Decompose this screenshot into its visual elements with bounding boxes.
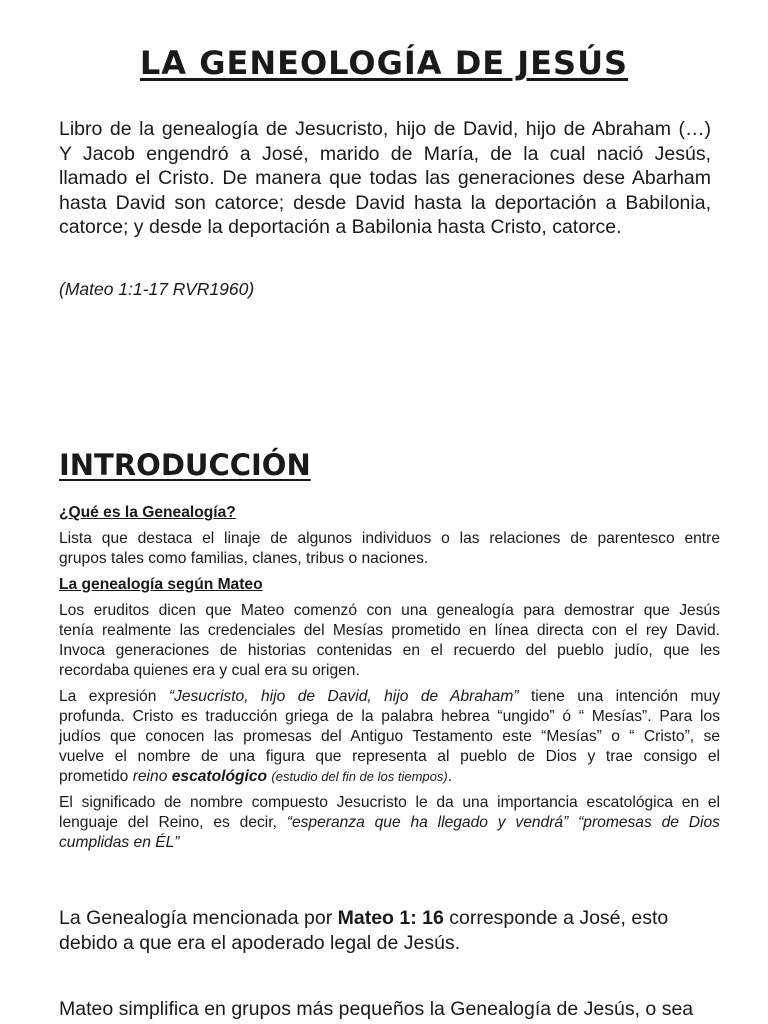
definition-line: Lista que destaca el linaje de algunos individuos o las relaciones de parentesco entre: [59, 530, 720, 547]
mateo-reference: Mateo 1: 16: [337, 907, 444, 929]
lead-line: Y Jacob engendró a José, marido de María, de la cual nació Jesús,: [59, 142, 711, 165]
intro-heading: INTRODUCCIÓN: [59, 448, 311, 482]
joseph-text: corresponde a José, esto: [443, 907, 669, 929]
scholars-line: recordaba quienes era y cual era su origen.: [59, 662, 360, 679]
meaning-paragraph: [59, 793, 720, 853]
lead-line: catorce; y desde la deportación a Babilonia hasta Cristo, catorce.: [59, 216, 622, 238]
simplify-paragraph: Mateo simplifica en grupos más pequeños la Genealogía de Jesús, o sea: [59, 998, 694, 1020]
lead-line: hasta David son catorce; desde David hasta la deportación a Babilonia,: [59, 191, 711, 214]
joseph-text: La Genealogía mencionada por: [59, 907, 338, 929]
expression-text: tiene una intención muy: [518, 688, 720, 705]
reino-word: reino: [132, 768, 168, 785]
subheading-what-is-genealogy: ¿Qué es la Genealogía?: [59, 504, 236, 521]
eschatological-word: escatológico: [171, 768, 268, 785]
lead-line: Libro de la genealogía de Jesucristo, hijo de David, hijo de Abraham (…): [59, 118, 711, 140]
scholars-line: tenía realmente las credenciales del Mesías prometido en línea directa con el rey David.: [59, 622, 720, 639]
expression-line: [59, 687, 720, 707]
expression-line: [59, 767, 720, 787]
scholars-line: Los eruditos dicen que Mateo comenzó con una genealogía para demostrar que Jesús: [59, 602, 720, 619]
eschatology-note: (estudio del fin de los tiempos): [271, 769, 448, 784]
subheading-genealogy-matthew: La genealogía según Mateo: [59, 576, 263, 593]
meaning-line: El significado de nombre compuesto Jesucristo le da una importancia escatológica en el: [59, 794, 720, 811]
definition-paragraph: [59, 529, 720, 569]
expression-paragraph: [59, 687, 720, 787]
joseph-text: debido a que era el apoderado legal de Jesús.: [59, 932, 461, 954]
joseph-paragraph: [59, 906, 720, 956]
expression-line: judíos que conocen las promesas del Antiguo Testamento este “Mesías” o “ Cristo”, se: [59, 728, 720, 745]
expression-text: prometido: [59, 768, 133, 785]
expression-quote: “Jesucristo, hijo de David, hijo de Abraham”: [168, 688, 519, 705]
scripture-reference: (Mateo 1:1-17 RVR1960): [59, 279, 255, 299]
expression-text: La expresión: [59, 688, 169, 705]
expression-line: vuelve el nombre de una figura que representa al pueblo de Dios y trae consigo el: [59, 748, 720, 765]
lead-paragraph: [59, 117, 711, 240]
scholars-line: Invoca generaciones de historias contenidas en el recuerdo del pueblo judío, que les: [59, 642, 720, 659]
meaning-text: lenguaje del Reino, es decir,: [59, 814, 287, 831]
document-title: LA GENEOLOGÍA DE JESÚS: [139, 44, 629, 82]
meaning-line: [59, 813, 720, 833]
expression-end: .: [447, 768, 453, 785]
scholars-paragraph: [59, 601, 720, 681]
expression-line: profunda. Cristo es traducción griega de la palabra hebrea “ungido” ó “ Mesías”. Para los: [59, 708, 720, 725]
lead-line: llamado el Cristo. De manera que todas las generaciones dese Abarham: [59, 167, 711, 189]
intro-body: [59, 503, 720, 859]
meaning-quote: cumplidas en ÉL”: [59, 834, 180, 851]
meaning-line: [59, 833, 720, 853]
meaning-quote: “esperanza que ha llegado y vendrá” “promesas de Dios: [286, 814, 720, 831]
definition-line: grupos tales como familias, clanes, tribus o naciones.: [59, 550, 429, 567]
